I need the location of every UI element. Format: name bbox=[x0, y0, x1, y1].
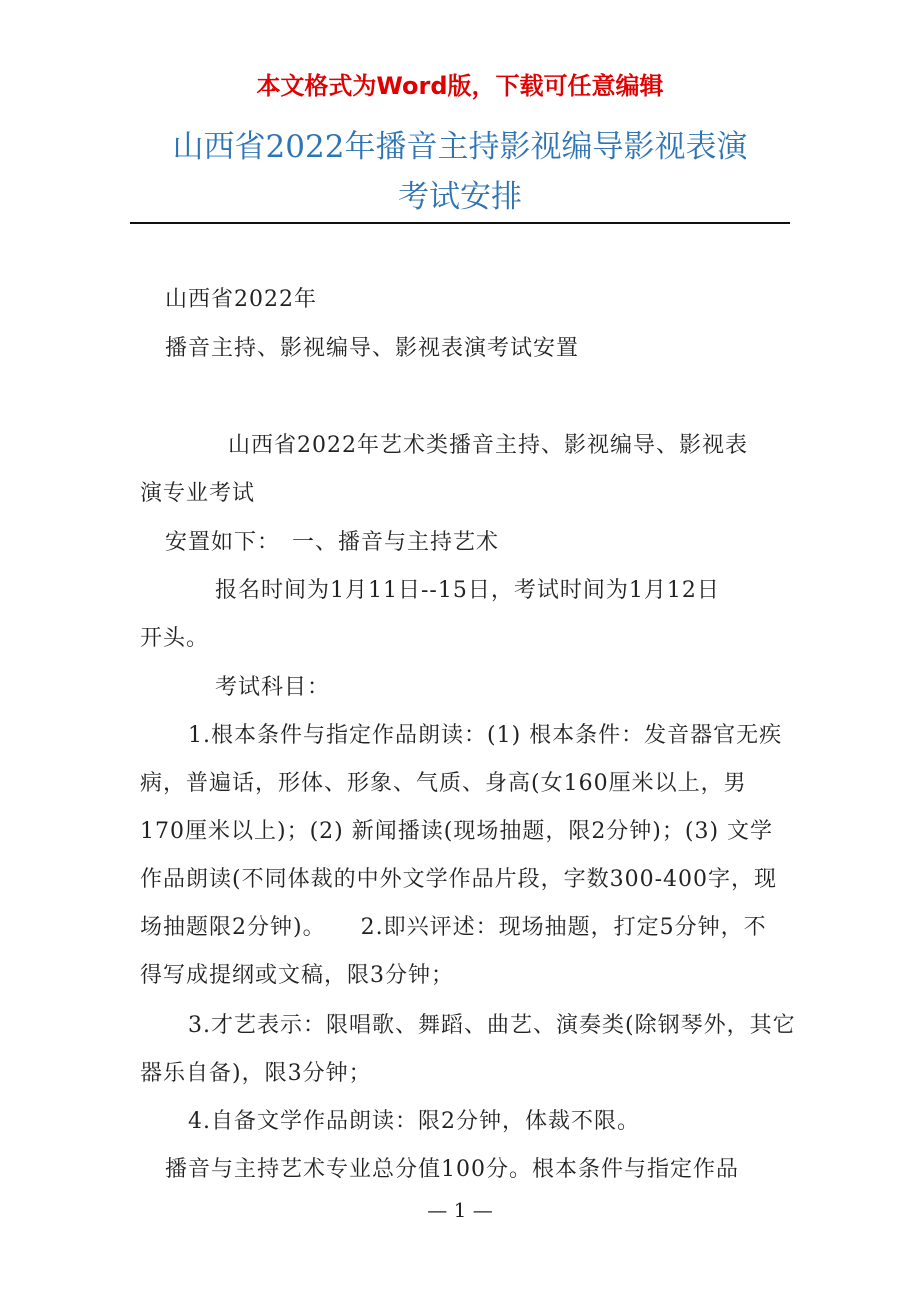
paragraph-arrangement: 安置如下： 一、播音与主持艺术 bbox=[165, 530, 500, 555]
download-notice: 本文格式为Word版，下载可任意编辑 bbox=[256, 72, 664, 100]
paragraph-intro-line-2: 演专业考试 bbox=[140, 481, 256, 506]
paragraph-province-year: 山西省2022年 bbox=[165, 287, 317, 312]
paragraph-item-3: 3.才艺表示：限唱歌、舞蹈、曲艺、演奏类(除钢琴外，其它器乐自备)，限3分钟； bbox=[140, 1013, 796, 1086]
paragraph-registration-line-2: 开头。 bbox=[140, 626, 210, 651]
paragraph-item-4: 4.自备文学作品朗读：限2分钟，体裁不限。 bbox=[188, 1109, 640, 1134]
title-line-2: 考试安排 bbox=[398, 179, 522, 215]
paragraph-registration-line-1: 报名时间为1月11日--15日，考试时间为1月12日 bbox=[215, 578, 720, 603]
paragraph-subject: 播音主持、影视编导、影视表演考试安置 bbox=[165, 336, 580, 361]
title-line-1: 山西省2022年播音主持影视编导影视表演 bbox=[172, 129, 748, 165]
paragraph-exam-subjects: 考试科目： bbox=[215, 675, 331, 700]
title-divider bbox=[130, 222, 790, 224]
page-number: — 1 — bbox=[427, 1198, 493, 1222]
paragraph-total-score: 播音与主持艺术专业总分值100分。根本条件与指定作品 bbox=[165, 1157, 739, 1182]
paragraph-intro-line-1: 山西省2022年艺术类播音主持、影视编导、影视表 bbox=[228, 433, 748, 458]
paragraph-item-1: 1.根本条件与指定作品朗读：(1) 根本条件：发音器官无疾病，普遍话，形体、形象、气质、身高(女160厘米以上，男170厘米以上)；(2) 新闻播读(现场抽题，限2分钟)；(3) 文学作品朗读(不同体裁的中外文学作品片段，字数300-400字，现场抽题限2分钟)。 2.即兴评述：现场抽题，打定5分钟，不得写成提纲或文稿，限3分钟； bbox=[140, 723, 783, 988]
document-title bbox=[110, 122, 810, 222]
